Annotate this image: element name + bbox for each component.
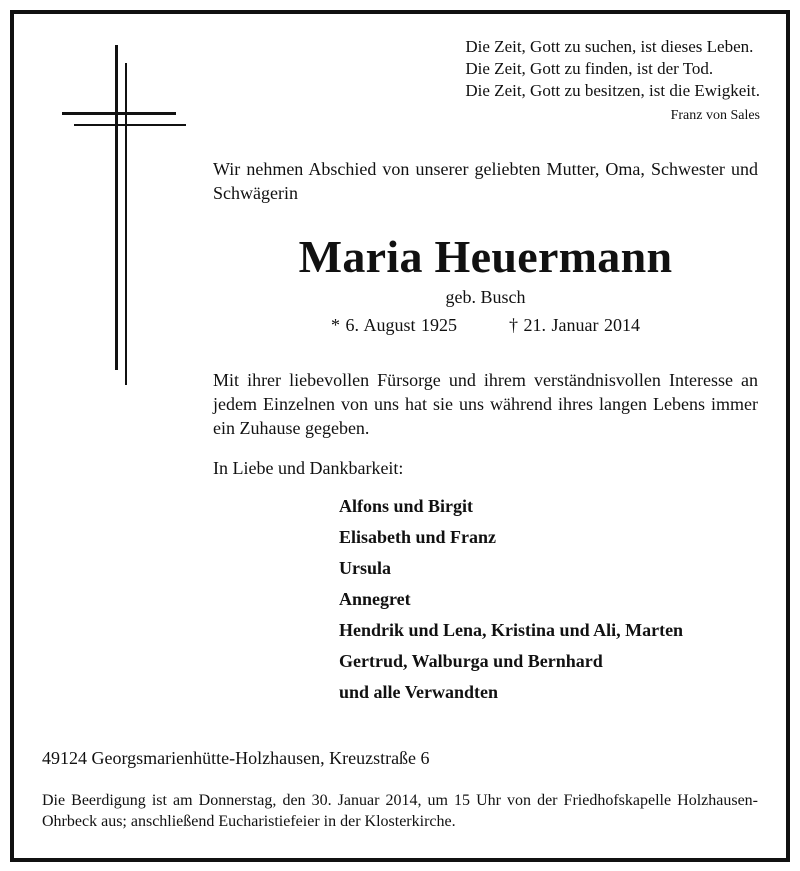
birth-date: * 6. August 1925	[331, 315, 458, 335]
list-item: Elisabeth und Franz	[339, 527, 497, 547]
deceased-name: Maria Heuermann	[298, 231, 673, 282]
death-date: † 21. Januar 2014	[509, 315, 640, 335]
maiden-name: geb. Busch	[445, 287, 526, 307]
list-item: Ursula	[339, 558, 392, 578]
list-item: Alfons und Birgit	[339, 496, 474, 516]
tribute-text: Mit ihrer liebevollen Fürsorge und ihrem verständnisvollen Interesse an jedem Einzelnen von uns hat sie uns während ihres langen Lebens immer ein Zuhause gegeben.	[213, 370, 758, 438]
gratitude-line: In Liebe und Dankbarkeit:	[213, 458, 404, 478]
address: 49124 Georgsmarienhütte-Holzhausen, Kreuzstraße 6	[42, 748, 430, 768]
list-item: Annegret	[339, 589, 411, 609]
quote-author: Franz von Sales	[670, 108, 760, 123]
quote-line: Die Zeit, Gott zu suchen, ist dieses Leben.	[465, 37, 754, 56]
quote-line: Die Zeit, Gott zu besitzen, ist die Ewigkeit.	[465, 81, 760, 100]
quote-line: Die Zeit, Gott zu finden, ist der Tod.	[465, 59, 714, 78]
list-item: Gertrud, Walburga und Bernhard	[339, 651, 603, 671]
mourners-list	[339, 492, 683, 709]
funeral-notice: Die Beerdigung ist am Donnerstag, den 30. Januar 2014, um 15 Uhr von der Friedhofskapelle Holzhausen-Ohrbeck aus; anschließend Eucharistiefeier in der Klosterkirche.	[42, 792, 758, 830]
list-item: und alle Verwandten	[339, 682, 499, 702]
quote	[465, 36, 760, 102]
intro-text: Wir nehmen Abschied von unserer geliebten Mutter, Oma, Schwester und Schwägerin	[213, 159, 758, 203]
list-item: Hendrik und Lena, Kristina und Ali, Marten	[339, 620, 684, 640]
life-dates	[213, 315, 758, 336]
